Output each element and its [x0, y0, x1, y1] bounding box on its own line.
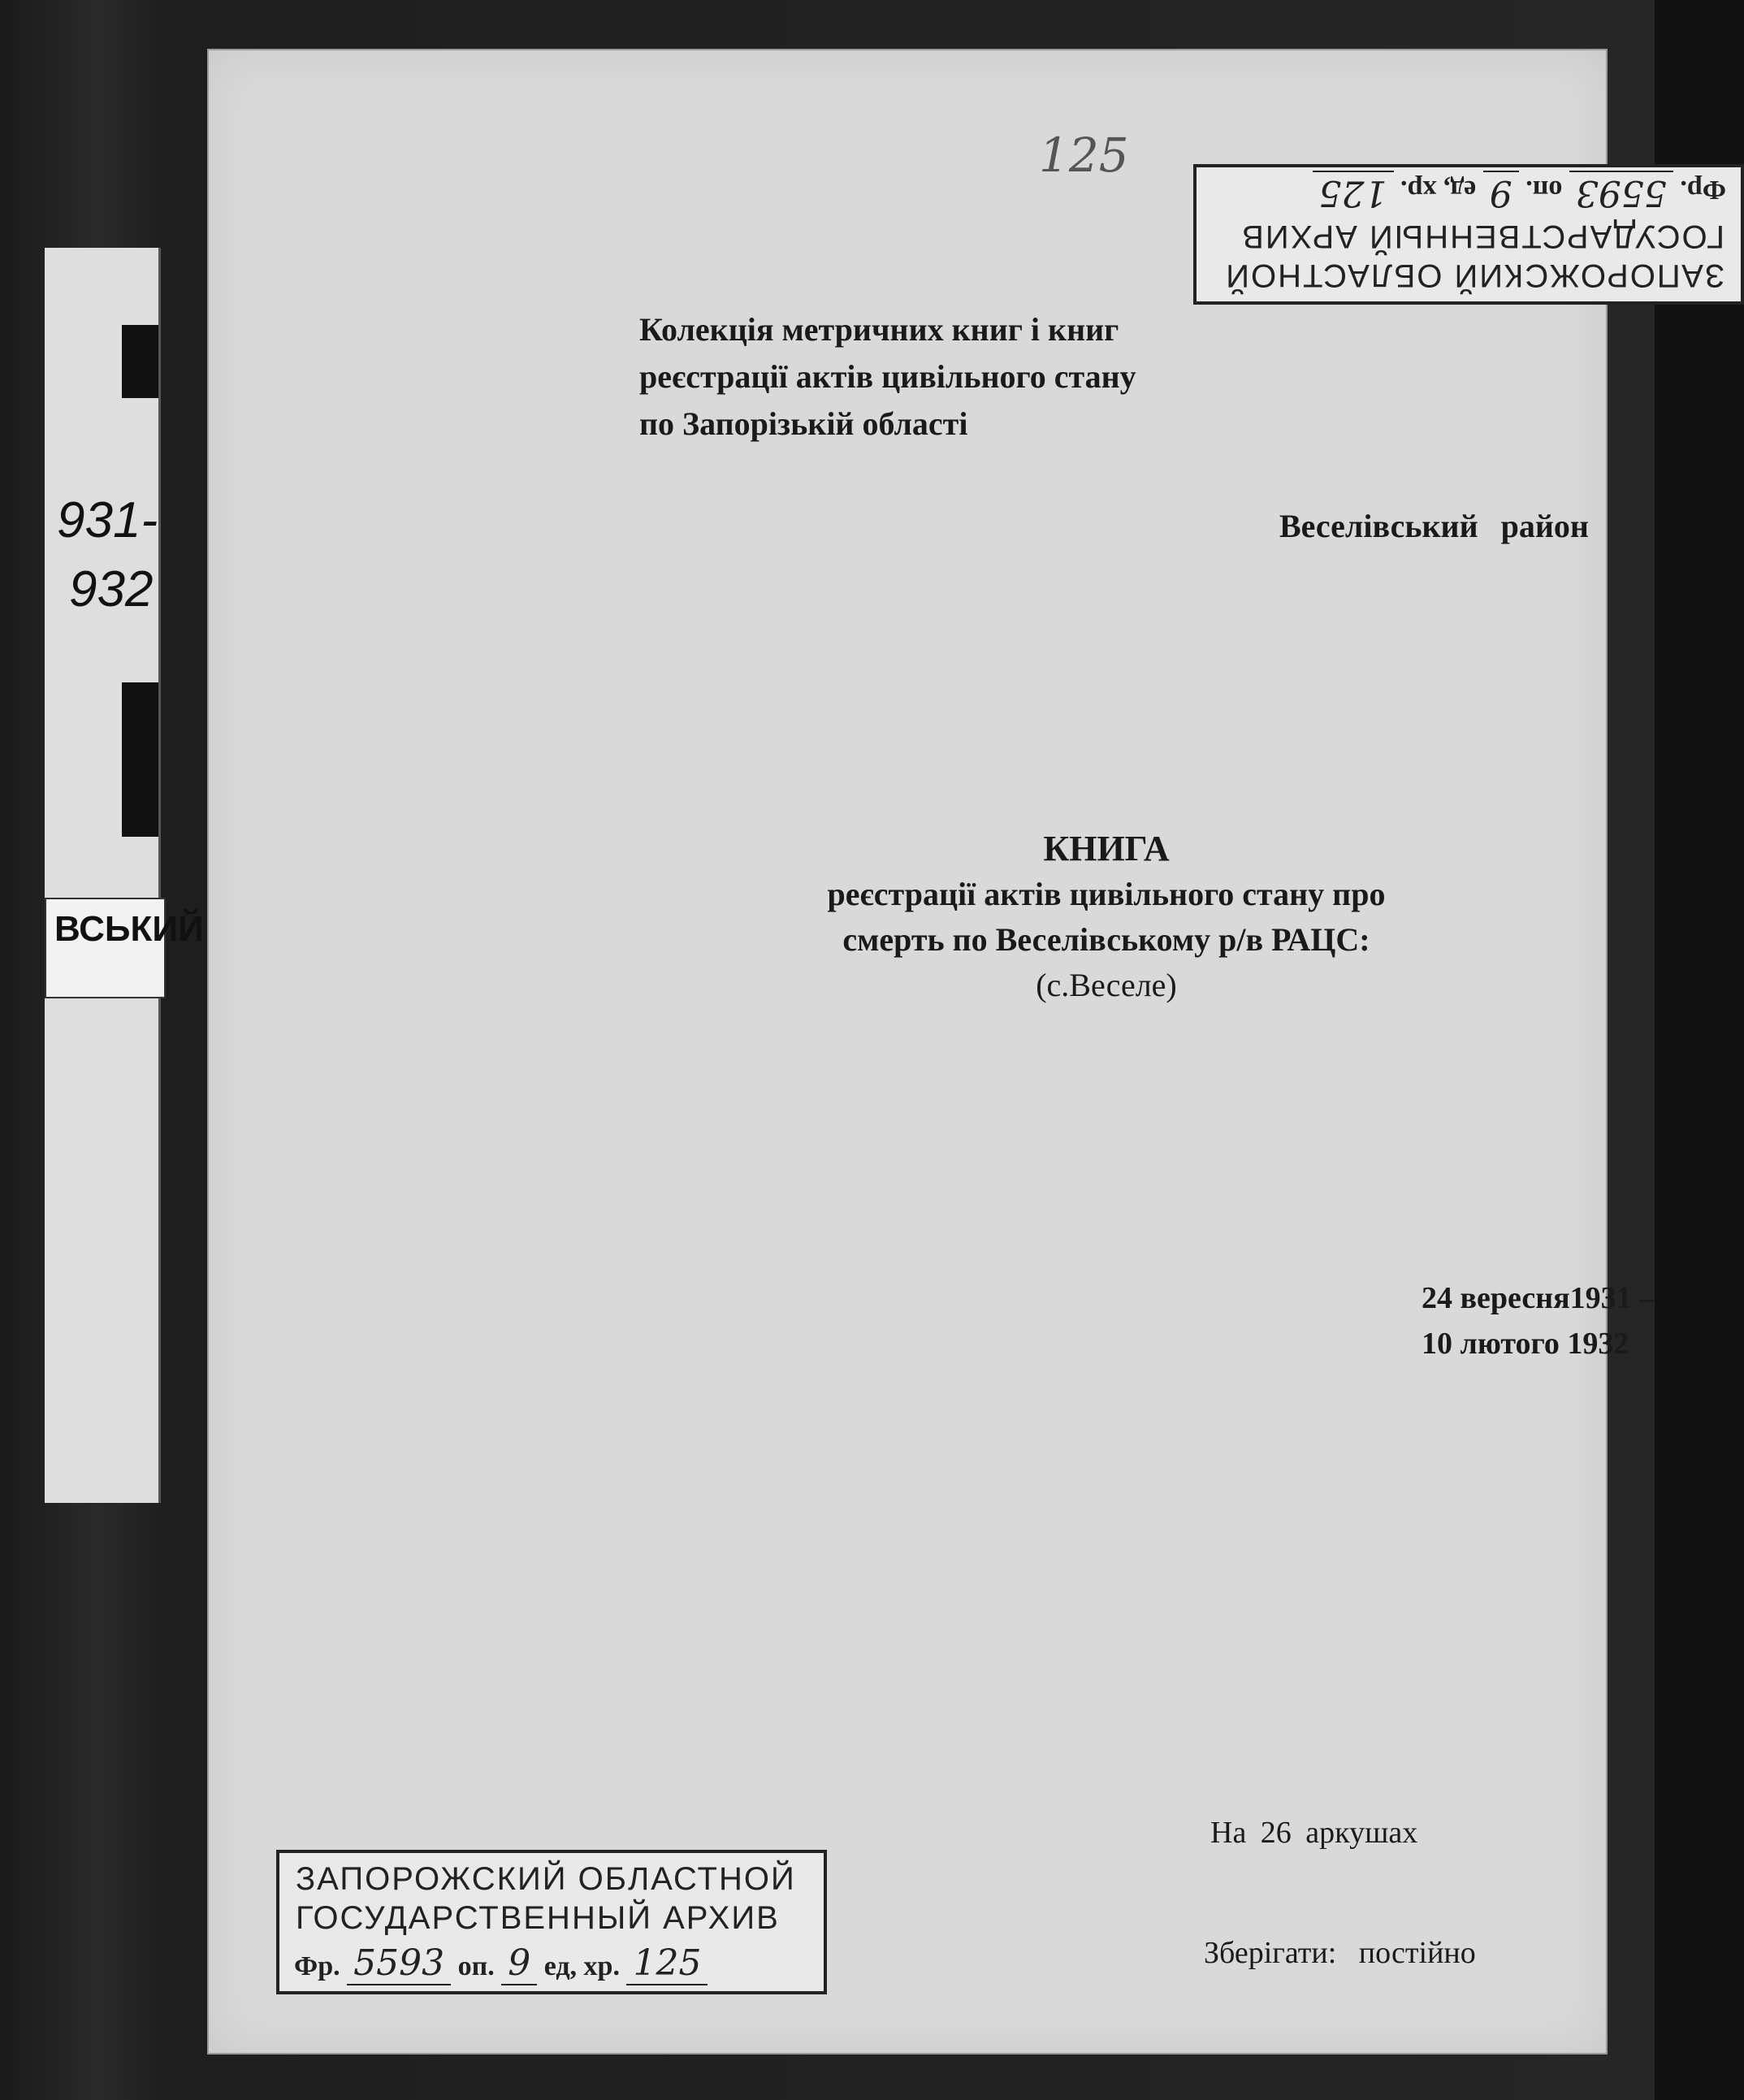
stamp-top-opis-label: оп.	[1525, 175, 1563, 205]
title-heading: КНИГА	[1043, 829, 1170, 868]
title-line3: (с.Веселе)	[1036, 967, 1177, 1003]
collection-line3: по Запорізькій області	[639, 405, 968, 442]
archive-stamp-bottom	[276, 1850, 827, 1994]
title-line2-prefix: смерть по	[842, 921, 988, 958]
title-line2	[664, 917, 1549, 963]
date-range	[1422, 1275, 1655, 1366]
document-page	[207, 49, 1726, 2055]
title-line2-bold: Веселівському р/в РАЦС:	[995, 921, 1370, 958]
spine-mark-middle	[122, 682, 158, 837]
page-number: 125	[1039, 128, 1129, 183]
stamp-bottom-opis-label: оп.	[457, 1951, 495, 1981]
archive-stamp-top-inverted	[1193, 164, 1744, 305]
stamp-bottom-item-value: 125	[626, 1942, 708, 1985]
stamp-top-opis-value: 9	[1483, 171, 1519, 214]
title-line1: реєстрації актів цивільного стану про	[827, 876, 1386, 912]
district-name: Веселівський район	[1279, 508, 1589, 544]
spine-mark-top	[122, 325, 158, 398]
stamp-bottom-opis-value: 9	[501, 1942, 537, 1985]
stamp-top-line3	[1313, 172, 1726, 214]
retention-period: Зберігати: постійно	[1204, 1936, 1476, 1970]
collection-heading	[639, 306, 1136, 448]
collection-line2: реєстрації актів цивільного стану	[639, 358, 1136, 395]
book-title	[664, 826, 1549, 1008]
sheet-count: На 26 аркушах	[1210, 1816, 1418, 1850]
stamp-top-fond-value: 5593	[1569, 171, 1673, 214]
spine-year-start: 931-	[57, 492, 158, 548]
stamp-bottom-line1: ЗАПОРОЖСКИЙ ОБЛАСТНОЙ	[296, 1861, 796, 1897]
stamp-bottom-line2: ГОСУДАРСТВЕННЫЙ АРХИВ	[296, 1900, 780, 1936]
stamp-bottom-line3	[294, 1942, 708, 1984]
stamp-top-line1: ЗАПОРОЖСКИЙ ОБЛАСТНОЙ	[1224, 258, 1725, 293]
spine-year-end: 932	[69, 561, 154, 617]
spine-label-text: ВСЬКИЙ	[54, 909, 204, 949]
date-end: 10 лютого 1932	[1422, 1327, 1629, 1361]
date-start: 24 вересня1931 –	[1422, 1281, 1655, 1315]
collection-line1: Колекція метричних книг і книг	[639, 311, 1119, 348]
book-spine	[45, 248, 161, 1503]
stamp-top-fond-label: Фр.	[1680, 175, 1726, 205]
stamp-top-item-label: ед, хр.	[1400, 175, 1477, 205]
stamp-top-line2: ГОСУДАРСТВЕННЫЙ АРХИВ	[1240, 219, 1725, 254]
stamp-bottom-fond-value: 5593	[347, 1942, 451, 1985]
stamp-top-item-value: 125	[1313, 171, 1394, 214]
spine-label	[45, 898, 204, 998]
stamp-bottom-fond-label: Фр.	[294, 1951, 340, 1981]
stamp-bottom-item-label: ед, хр.	[543, 1951, 620, 1981]
